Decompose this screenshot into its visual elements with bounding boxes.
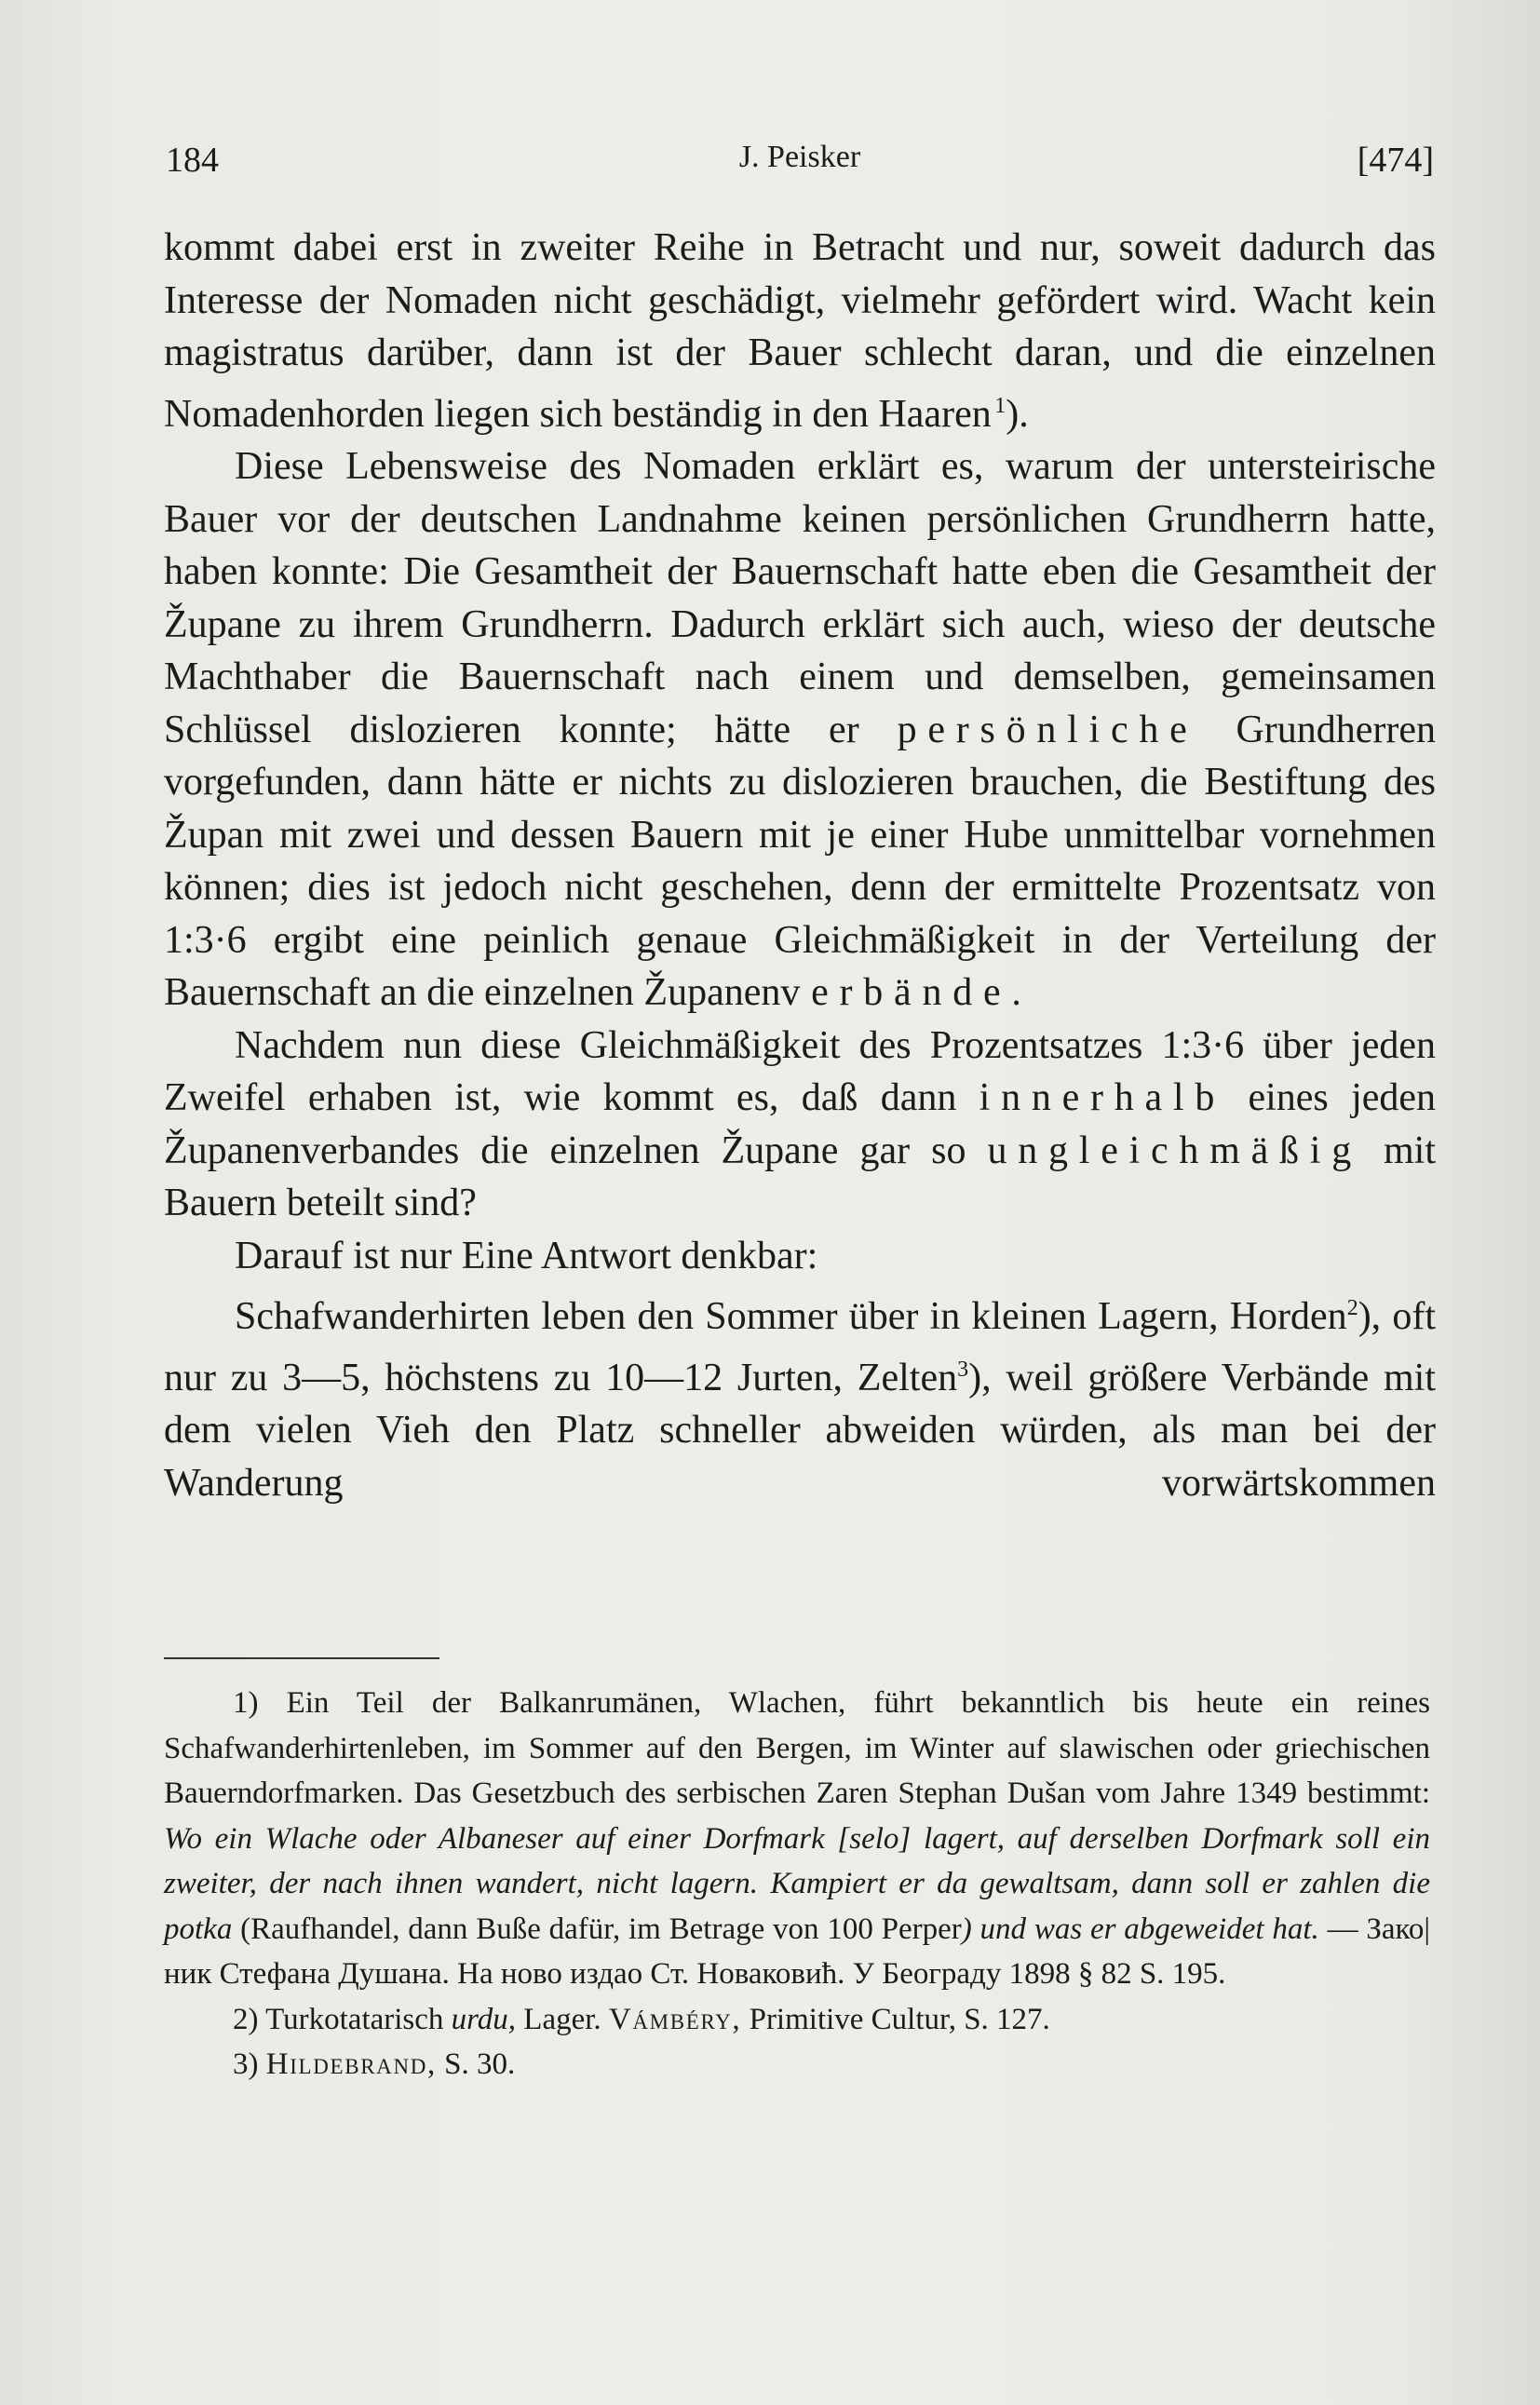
- main-text: [164, 222, 1436, 1509]
- spaced-emphasis: persönliche: [897, 708, 1198, 751]
- paragraph: Diese Lebensweise des Nomaden erklärt es, warum der untersteirische Bauer vor der deutschen Landnahme keinen persönlichen Grundherrn hatte, haben konnte: Die Gesamtheit der Bauernschaft hatte eben die Gesamtheit der Župane zu ihrem Grundherrn. Dadurch erklärt sich auch, wieso der deutsche Machthaber die Bauernschaft nach einem und demselben, gemeinsamen Schlüssel dislozieren konnte; hätte er persönliche Grundherren vorgefunden, dann hätte er nichts zu dislozieren brauchen, die Bestiftung des Župan mit zwei und dessen Bauern mit je einer Hube unmittelbar vornehmen können; dies ist jedoch nicht geschehen, denn der ermittelte Prozentsatz von 1:3·6 ergibt eine peinlich genaue Gleichmäßigkeit in der Verteilung der Bauernschaft an die einzelnen Županenverbände.: [164, 445, 1437, 1014]
- page-header: [166, 140, 1434, 196]
- running-title: J. Peisker: [738, 140, 861, 174]
- footnote-2: 2) Turkotatarisch urdu, Lager. Vámbéry, Primitive Cultur, S. 127.: [233, 2002, 1050, 2036]
- footnotes: [164, 1681, 1430, 2087]
- footnote-3: 3) Hildebrand, S. 30.: [233, 2047, 516, 2081]
- footnote-ref: 2: [1346, 1296, 1358, 1320]
- footnote-divider: [164, 1657, 439, 1659]
- footnote-ref: 1: [994, 393, 1006, 418]
- spaced-emphasis: innerhalb: [979, 1076, 1226, 1119]
- paragraph: Schafwanderhirten leben den Sommer über in kleinen Lagern, Horden$^2$), oft nur zu 3—5, höchstens zu 10—12 Jurten, Zelten$^3$), weil größere Verbände mit dem vielen Vieh den Platz schneller abweiden würden, als man bei der Wanderung vorwärtskommen: [164, 1295, 1436, 1505]
- original-page-reference: [474]: [1357, 141, 1434, 180]
- paragraph: Nachdem nun diese Gleichmäßigkeit des Prozentsatzes 1:3·6 über jeden Zweifel erhaben ist, wie kommt es, daß dann innerhalb eines jeden Županenverbandes die einzelnen Župane gar so ungleichmäßig mit Bauern beteilt sind?: [164, 1023, 1437, 1224]
- page-number: 184: [166, 141, 219, 180]
- paragraph: kommt dabei erst in zweiter Reihe in Betracht und nur, soweit dadurch das Interesse der Nomaden nicht geschädigt, vielmehr gefördert wird. Wacht kein magistratus darüber, dann ist der Bauer schlecht daran, und die einzelnen Nomadenhorden liegen sich beständig in den Haaren $^1$).: [164, 226, 1436, 436]
- spaced-emphasis: verbände: [780, 971, 1012, 1014]
- spaced-emphasis: ungleichmäßig: [987, 1128, 1362, 1172]
- footnote-ref: 3: [957, 1357, 969, 1382]
- paragraph: Darauf ist nur Eine Antwort denkbar:: [235, 1234, 818, 1277]
- footnote-1: 1) Ein Teil der Balkanrumänen, Wlachen, führt bekanntlich bis heute ein reines Schafwanderhirtenleben, im Sommer auf den Bergen, im Winter auf slawischen oder griechischen Bauerndorfmarken. Das Gesetzbuch des serbischen Zaren Stephan Dušan vom Jahre 1349 bestimmt: Wo ein Wlache oder Albaneser auf einer Dorfmark [selo] lagert, auf derselben Dorfmark soll ein zweiter, der nach ihnen wandert, nicht lagern. Kampiert er da gewaltsam, dann soll er zahlen die potka (Raufhandel, dann Buße dafür, im Betrage von 100 Perper) und was er abgeweidet hat. — Зако|ник Стефана Душана. На ново издао Ст. Новаковић. У Београду 1898 § 82 S. 195.: [164, 1686, 1430, 1991]
